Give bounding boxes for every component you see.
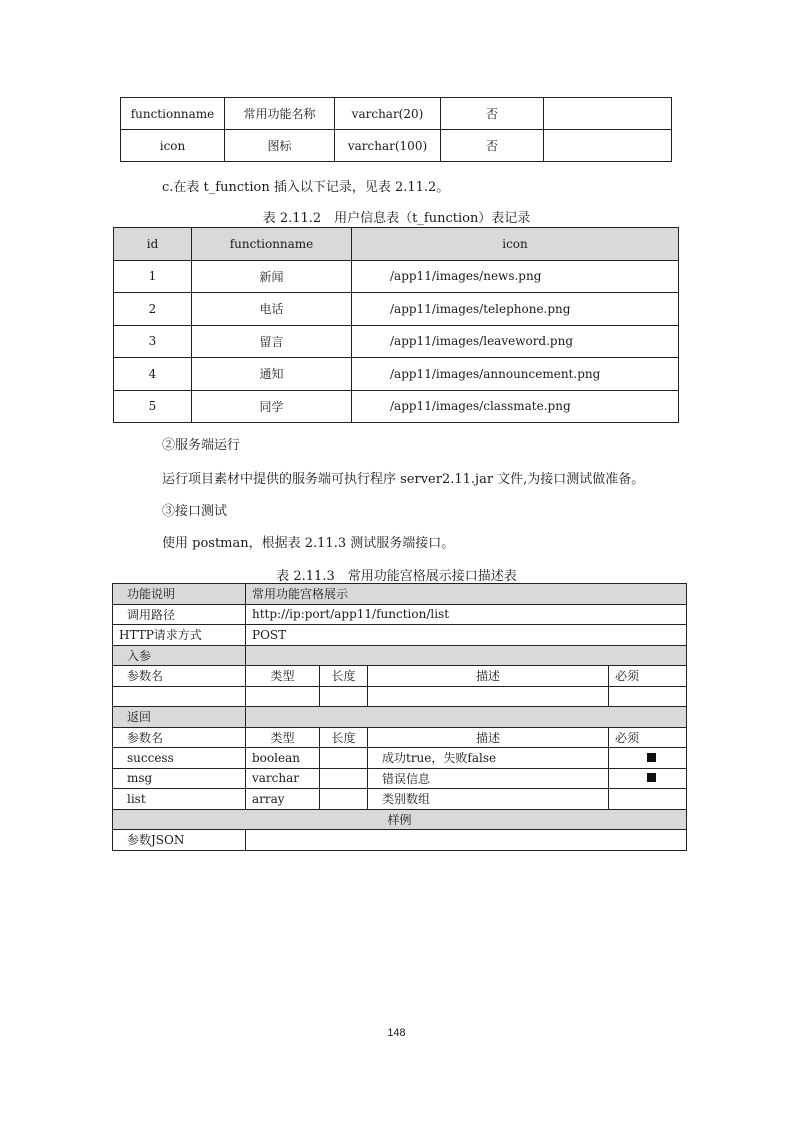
table-row: [114, 260, 679, 293]
table-cell: 通知: [192, 358, 352, 391]
column-header: 长度: [320, 727, 368, 748]
table-cell: functionname: [121, 98, 225, 130]
table-cell: 留言: [192, 325, 352, 358]
table-row: [113, 830, 687, 851]
input-section-fill: [246, 645, 687, 666]
section2-title: ②服务端运行: [162, 438, 241, 453]
table-cell: 否: [441, 98, 544, 130]
table-row: [114, 325, 679, 358]
method-label: HTTP请求方式: [113, 625, 246, 646]
table-row: [113, 625, 687, 646]
table-header-row: [113, 727, 687, 748]
column-header: functionname: [192, 228, 352, 261]
table2-caption: 表 2.11.2 用户信息表（t_function）表记录: [262, 211, 531, 226]
table-cell: [320, 686, 368, 707]
column-header: icon: [352, 228, 679, 261]
param-desc: 错误信息: [368, 768, 609, 789]
table-row: [121, 98, 672, 130]
column-header: 必须: [609, 666, 687, 687]
table-cell: [368, 686, 609, 707]
param-desc: 成功true，失败false: [368, 748, 609, 769]
table-row: [114, 358, 679, 391]
table-cell: [544, 130, 672, 162]
paragraph-c: c.在表 t_function 插入以下记录，见表 2.11.2。: [162, 180, 450, 195]
path-value: http://ip:port/app11/function/list: [246, 604, 687, 625]
function-label: 功能说明: [113, 584, 246, 605]
column-header: 类型: [246, 727, 320, 748]
required-marker-icon: [647, 773, 656, 782]
required-cell: [609, 748, 687, 769]
return-section-label: 返回: [113, 707, 246, 728]
table-cell: varchar(20): [335, 98, 441, 130]
table-row: [113, 686, 687, 707]
table-row: [121, 130, 672, 162]
method-value: POST: [246, 625, 687, 646]
example-label: 样例: [113, 809, 687, 830]
param-name: list: [113, 789, 246, 810]
column-header: 必须: [609, 727, 687, 748]
column-header: 参数名: [113, 666, 246, 687]
param-length: [320, 768, 368, 789]
records-table: [113, 227, 679, 423]
table-cell: 5: [114, 390, 192, 423]
table-cell: 图标: [225, 130, 335, 162]
table-cell: [113, 686, 246, 707]
table-cell: 1: [114, 260, 192, 293]
section3-title: ③接口测试: [162, 504, 228, 519]
table-cell: /app11/images/telephone.png: [352, 293, 679, 326]
table-row: [113, 604, 687, 625]
param-name: success: [113, 748, 246, 769]
table-cell: 新闻: [192, 260, 352, 293]
page-number: 148: [387, 1027, 406, 1039]
param-length: [320, 748, 368, 769]
column-header: 长度: [320, 666, 368, 687]
table-cell: [544, 98, 672, 130]
table-row: [113, 789, 687, 810]
required-marker-icon: [647, 753, 656, 762]
table-cell: /app11/images/news.png: [352, 260, 679, 293]
table-cell: icon: [121, 130, 225, 162]
table-row: [113, 809, 687, 830]
table-cell: /app11/images/classmate.png: [352, 390, 679, 423]
field-table: [120, 97, 672, 162]
section3-text: 使用 postman，根据表 2.11.3 测试服务端接口。: [162, 536, 455, 551]
return-section-fill: [246, 707, 687, 728]
column-header: 参数名: [113, 727, 246, 748]
table-cell: 常用功能名称: [225, 98, 335, 130]
param-type: boolean: [246, 748, 320, 769]
column-header: 描述: [368, 666, 609, 687]
table-header-row: [114, 228, 679, 261]
function-value: 常用功能宫格展示: [246, 584, 687, 605]
param-name: msg: [113, 768, 246, 789]
table-cell: 3: [114, 325, 192, 358]
table-row: [113, 645, 687, 666]
path-label: 调用路径: [113, 604, 246, 625]
table-cell: /app11/images/leaveword.png: [352, 325, 679, 358]
json-label: 参数JSON: [113, 830, 246, 851]
table-row: [114, 390, 679, 423]
table-row: [113, 707, 687, 728]
param-type: varchar: [246, 768, 320, 789]
section2-text: 运行项目素材中提供的服务端可执行程序 server2.11.jar 文件,为接口测试做准备。: [162, 472, 645, 487]
table3-caption: 表 2.11.3 常用功能宫格展示接口描述表: [276, 569, 517, 584]
interface-table: [112, 583, 687, 851]
param-type: array: [246, 789, 320, 810]
table-cell: varchar(100): [335, 130, 441, 162]
required-cell: [609, 768, 687, 789]
table-row: [113, 768, 687, 789]
table-row: [113, 584, 687, 605]
table-cell: 否: [441, 130, 544, 162]
table-cell: 2: [114, 293, 192, 326]
param-desc: 类别数组: [368, 789, 609, 810]
column-header: 描述: [368, 727, 609, 748]
column-header: id: [114, 228, 192, 261]
table-cell: 电话: [192, 293, 352, 326]
table-cell: /app11/images/announcement.png: [352, 358, 679, 391]
table-cell: [246, 686, 320, 707]
table-cell: 4: [114, 358, 192, 391]
table-header-row: [113, 666, 687, 687]
param-length: [320, 789, 368, 810]
column-header: 类型: [246, 666, 320, 687]
table-cell: [609, 686, 687, 707]
table-row: [114, 293, 679, 326]
json-value: [246, 830, 687, 851]
required-cell: [609, 789, 687, 810]
table-row: [113, 748, 687, 769]
table-cell: 同学: [192, 390, 352, 423]
input-section-label: 入参: [113, 645, 246, 666]
